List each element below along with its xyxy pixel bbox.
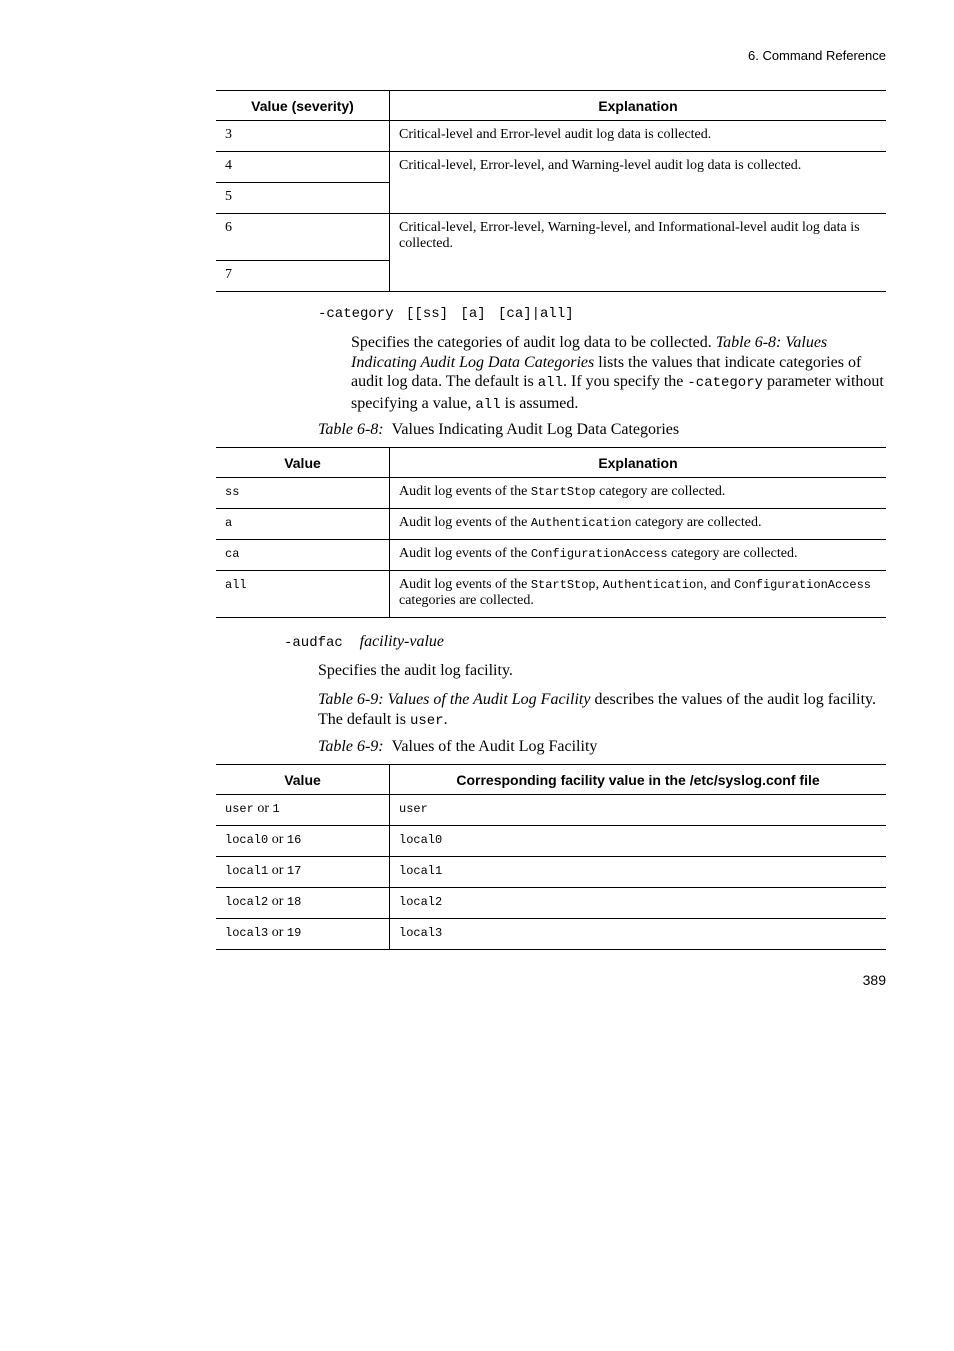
severity-table <box>216 90 886 292</box>
explanation-cell: Critical-level and Error-level audit log data is collected. <box>390 121 887 152</box>
text-run: or <box>253 801 273 816</box>
table-caption <box>318 421 679 439</box>
code-term: 18 <box>286 895 302 909</box>
code-term: 16 <box>286 833 302 847</box>
table-row <box>216 540 886 571</box>
code-term: local3 <box>399 926 443 940</box>
severity-value-cell: 3 <box>216 121 390 152</box>
explanation-cell <box>390 509 887 540</box>
syslog-facility-cell <box>390 888 887 919</box>
text-run: describes the values of the audit log facility. The default is <box>318 691 876 728</box>
syslog-facility-cell <box>390 826 887 857</box>
column-header: Explanation <box>390 91 887 121</box>
text-run: . If you specify the <box>562 373 688 390</box>
running-header: 6. Command Reference <box>747 48 886 63</box>
table-reference: Table 6-8: Values Indicating Audit Log Data Categories <box>351 334 828 371</box>
category-description <box>351 333 886 415</box>
table-row <box>216 571 886 618</box>
code-term: ss <box>225 485 240 499</box>
explanation-cell <box>390 478 887 509</box>
code-term: all <box>225 578 247 592</box>
code-term: user <box>399 802 428 816</box>
explanation-cell <box>390 571 887 618</box>
table-row <box>216 509 886 540</box>
text-run: Specifies the categories of audit log data to be collected. <box>351 334 716 351</box>
code-term: Authentication <box>602 578 704 592</box>
column-header: Value <box>216 765 390 795</box>
audfac-syntax <box>284 633 444 651</box>
text-run: , <box>595 577 603 592</box>
code-term: user <box>409 712 444 729</box>
syslog-facility-cell <box>390 795 887 826</box>
text-run: Audit log events of the <box>399 515 531 530</box>
code-term: ConfigurationAccess <box>530 547 668 561</box>
severity-value-cell: 6 <box>216 214 390 261</box>
explanation-cell: Critical-level, Error-level, Warning-level, and Informational-level audit log data is collected. <box>390 214 887 292</box>
table-row <box>216 478 886 509</box>
table-reference: Table 6-9: Values of the Audit Log Facility <box>318 691 591 708</box>
category-syntax: -category [[ss] [a] [ca]|all] <box>318 306 574 322</box>
explanation-cell <box>390 540 887 571</box>
code-term: ConfigurationAccess <box>734 578 871 592</box>
code-term: local0 <box>399 833 443 847</box>
text-run: categories are collected. <box>399 593 534 608</box>
code-term: all <box>475 396 501 413</box>
option-name: -audfac <box>284 635 343 651</box>
option-argument: facility-value <box>359 633 445 650</box>
severity-value-cell: 7 <box>216 261 390 292</box>
text-run: . <box>443 710 448 728</box>
caption-title: Values Indicating Audit Log Data Categories <box>391 421 680 438</box>
table-row <box>216 888 886 919</box>
table-row <box>216 857 886 888</box>
syslog-facility-cell <box>390 857 887 888</box>
caption-number: Table 6-8: <box>318 421 384 438</box>
facility-value-cell <box>216 826 390 857</box>
facility-value-cell <box>216 857 390 888</box>
code-term: StartStop <box>530 485 596 499</box>
table-caption <box>318 738 597 756</box>
code-term: local2 <box>399 895 443 909</box>
category-value-cell <box>216 571 390 618</box>
category-table <box>216 447 886 618</box>
code-term: a <box>225 516 233 530</box>
text-run: Audit log events of the <box>399 577 531 592</box>
code-term: 17 <box>286 864 302 878</box>
facility-value-cell <box>216 795 390 826</box>
facility-value-cell <box>216 919 390 950</box>
text-run: or <box>268 925 287 940</box>
code-term: local0 <box>225 833 269 847</box>
code-term: -category <box>687 375 764 391</box>
code-term: local2 <box>225 895 269 909</box>
caption-title: Values of the Audit Log Facility <box>391 738 598 755</box>
caption-number: Table 6-9: <box>318 738 384 755</box>
table-header-row <box>216 448 886 478</box>
text-run: category are collected. <box>595 484 726 499</box>
text-run: lists the values that indicate categories of audit log data. The default is <box>351 353 862 390</box>
facility-value-cell <box>216 888 390 919</box>
text-run: is assumed. <box>500 394 579 412</box>
table-row <box>216 121 886 152</box>
table-row <box>216 152 886 183</box>
code-term: local3 <box>225 926 269 940</box>
category-value-cell <box>216 509 390 540</box>
code-term: local1 <box>399 864 443 878</box>
column-header: Corresponding facility value in the /etc/syslog.conf file <box>390 765 887 795</box>
text-run: category are collected. <box>631 515 762 530</box>
column-header: Value (severity) <box>216 91 390 121</box>
category-value-cell <box>216 478 390 509</box>
page-number: 389 <box>862 972 886 988</box>
code-term: all <box>537 375 563 391</box>
text-run: parameter without specifying a value, <box>351 373 884 412</box>
audfac-description: Specifies the audit log facility. <box>318 662 513 679</box>
table-row <box>216 214 886 261</box>
code-term: Authentication <box>530 516 632 530</box>
code-term: ca <box>225 547 240 561</box>
syslog-facility-cell <box>390 919 887 950</box>
text-run: category are collected. <box>667 546 798 561</box>
text-run: , and <box>703 577 735 592</box>
text-run: Audit log events of the <box>399 546 531 561</box>
text-run: or <box>268 832 287 847</box>
column-header: Explanation <box>390 448 887 478</box>
table-row <box>216 826 886 857</box>
category-value-cell <box>216 540 390 571</box>
code-term: 1 <box>272 802 280 816</box>
column-header: Value <box>216 448 390 478</box>
explanation-cell: Critical-level, Error-level, and Warning-level audit log data is collected. <box>390 152 887 214</box>
table-header-row <box>216 765 886 795</box>
table-header-row <box>216 91 886 121</box>
text-run: Audit log events of the <box>399 484 531 499</box>
code-term: user <box>225 802 254 816</box>
facility-table <box>216 764 886 950</box>
table-row <box>216 919 886 950</box>
severity-value-cell: 4 <box>216 152 390 183</box>
text-run: or <box>268 894 287 909</box>
severity-value-cell: 5 <box>216 183 390 214</box>
table-row <box>216 795 886 826</box>
code-term: local1 <box>225 864 269 878</box>
code-term: 19 <box>286 926 302 940</box>
code-term: StartStop <box>530 578 596 592</box>
audfac-default-description <box>318 690 886 731</box>
text-run: or <box>268 863 287 878</box>
